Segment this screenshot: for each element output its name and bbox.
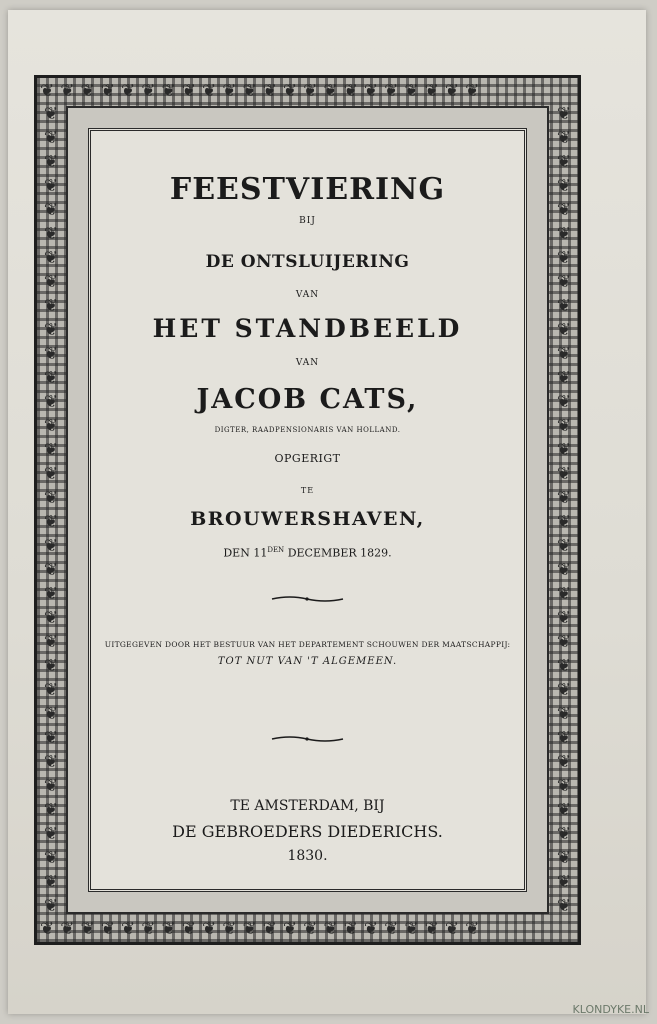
ornament-right-border: ❦ ❦ ❦ ❦ ❦ ❦ ❦ ❦ ❦ ❦ ❦ ❦ ❦ ❦ ❦ ❦ ❦ ❦ ❦ ❦ ❦ ❦ ❦ ❦ ❦ ❦ ❦ ❦ ❦ ❦ ❦ ❦ ❦ ❦ <box>556 104 572 916</box>
word-te: TE <box>300 486 315 495</box>
title-ontsluijering: DE ONTSLUIJERING <box>205 252 410 272</box>
subtitle-dichter: DIGTER, RAADPENSIONARIS VAN HOLLAND. <box>214 426 401 434</box>
date-suffix: DECEMBER 1829. <box>287 546 392 560</box>
ornament-bottom-border: ❦❦❦❦❦❦❦❦❦❦❦❦❦❦❦❦❦❦❦❦❦❦ <box>40 919 486 939</box>
watermark-klondyke: KLONDYKE.NL <box>572 1003 649 1016</box>
imprint-amsterdam: TE AMSTERDAM, BIJ <box>230 798 385 814</box>
word-bij: BIJ <box>299 216 316 226</box>
title-brouwershaven: BROUWERSHAVEN, <box>190 508 425 530</box>
date-superscript: DEN <box>267 546 285 554</box>
title-jacob-cats: JACOB CATS, <box>196 384 419 415</box>
divider-flourish-1 <box>270 594 345 604</box>
word-opgerigt: OPGERIGT <box>274 452 341 465</box>
ornament-top-border: ❦❦❦❦❦❦❦❦❦❦❦❦❦❦❦❦❦❦❦❦❦❦ <box>40 81 486 101</box>
imprint-year: 1830. <box>287 848 328 864</box>
imprint-publisher: DE GEBROEDERS DIEDERICHS. <box>172 822 443 841</box>
title-page-text <box>100 140 515 880</box>
publisher-statement: UITGEGEVEN DOOR HET BESTUUR VAN HET DEPARTEMENT SCHOUWEN DER MAATSCHAPPIJ: <box>104 640 511 649</box>
date-prefix: DEN 11 <box>223 546 268 560</box>
date-line <box>100 546 515 560</box>
title-feestviering: FEESTVIERING <box>169 172 446 207</box>
ornament-left-border: ❦ ❦ ❦ ❦ ❦ ❦ ❦ ❦ ❦ ❦ ❦ ❦ ❦ ❦ ❦ ❦ ❦ ❦ ❦ ❦ ❦ ❦ ❦ ❦ ❦ ❦ ❦ ❦ ❦ ❦ ❦ ❦ ❦ ❦ <box>43 104 59 916</box>
word-van-1: VAN <box>295 290 320 300</box>
word-van-2: VAN <box>295 358 320 368</box>
title-standbeeld: HET STANDBEELD <box>152 314 463 343</box>
society-motto: TOT NUT VAN 'T ALGEMEEN. <box>217 656 398 667</box>
divider-flourish-2 <box>270 734 345 744</box>
